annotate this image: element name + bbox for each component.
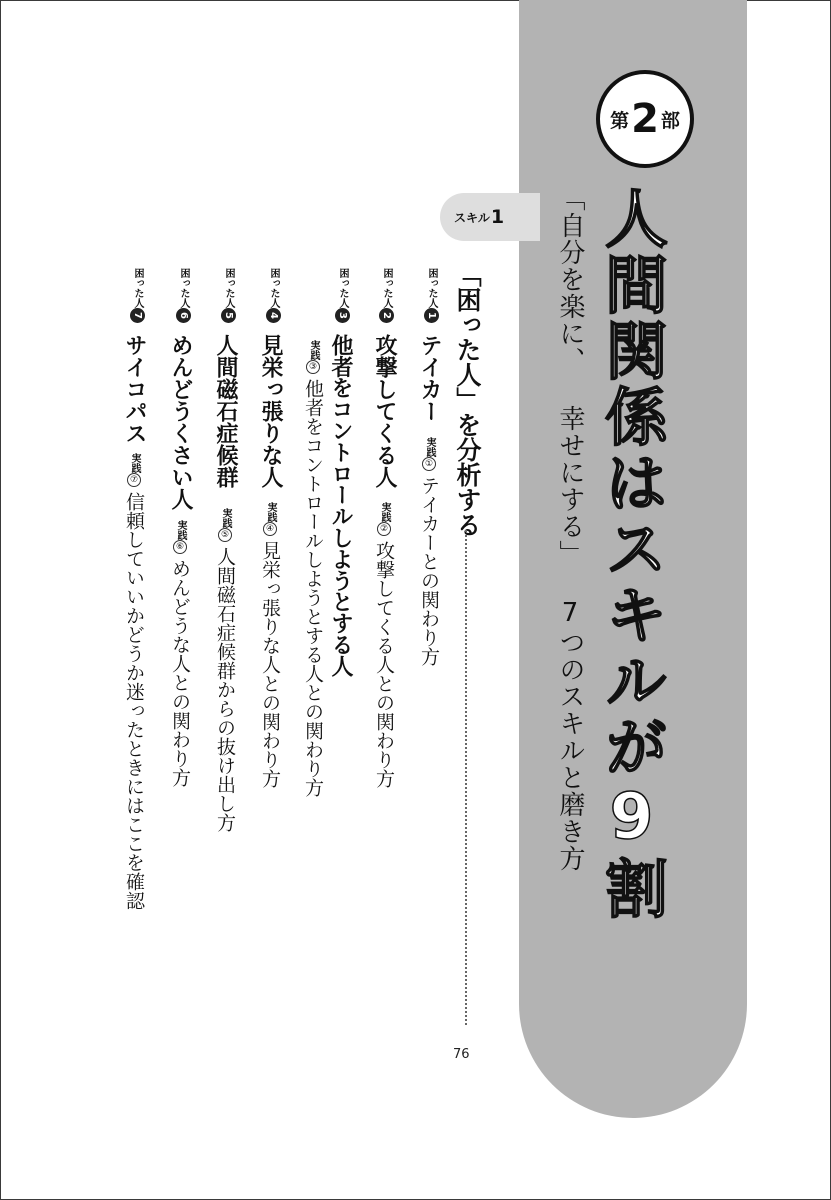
entry-title[interactable]: テイカー: [417, 334, 442, 422]
practice-text: 他者をコントロールしようとする人との関わり方: [302, 379, 324, 797]
entry-kind-row: [264, 268, 283, 323]
practice-label: 実践: [379, 502, 390, 522]
entry-number-badge: 2: [379, 308, 394, 323]
entry-title[interactable]: 人間磁石症候群: [213, 334, 238, 488]
entry-kind-label: 困った人: [223, 268, 234, 308]
practice-number: ⑥: [175, 542, 185, 552]
skill-tab[interactable]: [440, 193, 540, 241]
entry-practice[interactable]: [215, 508, 235, 832]
skill-tab-label: スキル: [454, 210, 490, 225]
entry-kind-row: [174, 268, 193, 323]
entry-kind-row: [333, 268, 352, 323]
entry-title[interactable]: サイコパス: [122, 334, 147, 444]
entry-practice[interactable]: [374, 502, 394, 788]
skill-tab-number: 1: [490, 206, 505, 228]
entry-practice[interactable]: [124, 453, 144, 910]
entry-practice[interactable]: [419, 437, 439, 666]
part-suffix: 部: [660, 109, 680, 132]
entry-title[interactable]: 攻撃してくる人: [372, 334, 397, 488]
dotted-leader: [465, 530, 467, 1025]
practice-label: 実践: [308, 340, 319, 360]
practice-number: ②: [379, 524, 389, 534]
practice-text: 信頼していいかどうか迷ったときにはここを確認: [123, 492, 145, 910]
entry-number-badge: 1: [424, 308, 439, 323]
entry-kind-row: [422, 268, 441, 323]
practice-text: 人間磁石症候群からの抜け出し方: [214, 547, 236, 832]
entry-number-badge: 3: [335, 308, 350, 323]
practice-number: ③: [308, 362, 318, 372]
practice-number: ①: [424, 459, 434, 469]
entry-title[interactable]: めんどうくさい人: [168, 334, 193, 510]
practice-number: ⑤: [220, 530, 230, 540]
practice-label: 実践: [265, 502, 276, 522]
entry-kind-row: [377, 268, 396, 323]
entry-kind-label: 困った人: [132, 268, 143, 308]
practice-label: 実践: [175, 520, 186, 540]
entry-kind-row: [128, 268, 147, 323]
entry-number-badge: 7: [130, 308, 145, 323]
entry-kind-label: 困った人: [337, 268, 348, 308]
entry-title[interactable]: 他者をコントロールしようとする人: [328, 334, 353, 677]
entry-number-badge: 5: [221, 308, 236, 323]
part-badge: [596, 70, 694, 168]
chapter-title: 人間関係はスキルが9割: [595, 186, 668, 922]
entry-practice[interactable]: [170, 520, 190, 787]
entry-number-badge: 6: [176, 308, 191, 323]
practice-label: 実践: [424, 437, 435, 457]
entry-practice[interactable]: [260, 502, 280, 788]
entry-kind-row: [219, 268, 238, 323]
entry-title[interactable]: 見栄っ張りな人: [258, 334, 283, 488]
entry-number-badge: 4: [266, 308, 281, 323]
practice-label: 実践: [220, 508, 231, 528]
part-number: 2: [631, 96, 659, 142]
practice-text: 攻撃してくる人との関わり方: [373, 541, 395, 788]
page-number: 76: [453, 1047, 470, 1062]
skill-title[interactable]: 「困った人」を分析する: [453, 262, 482, 537]
practice-text: 見栄っ張りな人との関わり方: [259, 541, 281, 788]
practice-number: ⑦: [129, 475, 139, 485]
chapter-subtitle: 「自分を楽に、 幸せにする」 7つのスキルと磨き方: [555, 185, 585, 872]
practice-number: ④: [265, 524, 275, 534]
entry-kind-label: 困った人: [426, 268, 437, 308]
part-prefix: 第: [610, 109, 630, 132]
practice-text: テイカーとの関わり方: [418, 476, 440, 666]
entry-kind-label: 困った人: [268, 268, 279, 308]
entry-kind-label: 困った人: [381, 268, 392, 308]
entry-kind-label: 困った人: [178, 268, 189, 308]
practice-label: 実践: [129, 453, 140, 473]
practice-text: めんどうな人との関わり方: [169, 559, 191, 787]
entry-practice[interactable]: [303, 340, 323, 797]
